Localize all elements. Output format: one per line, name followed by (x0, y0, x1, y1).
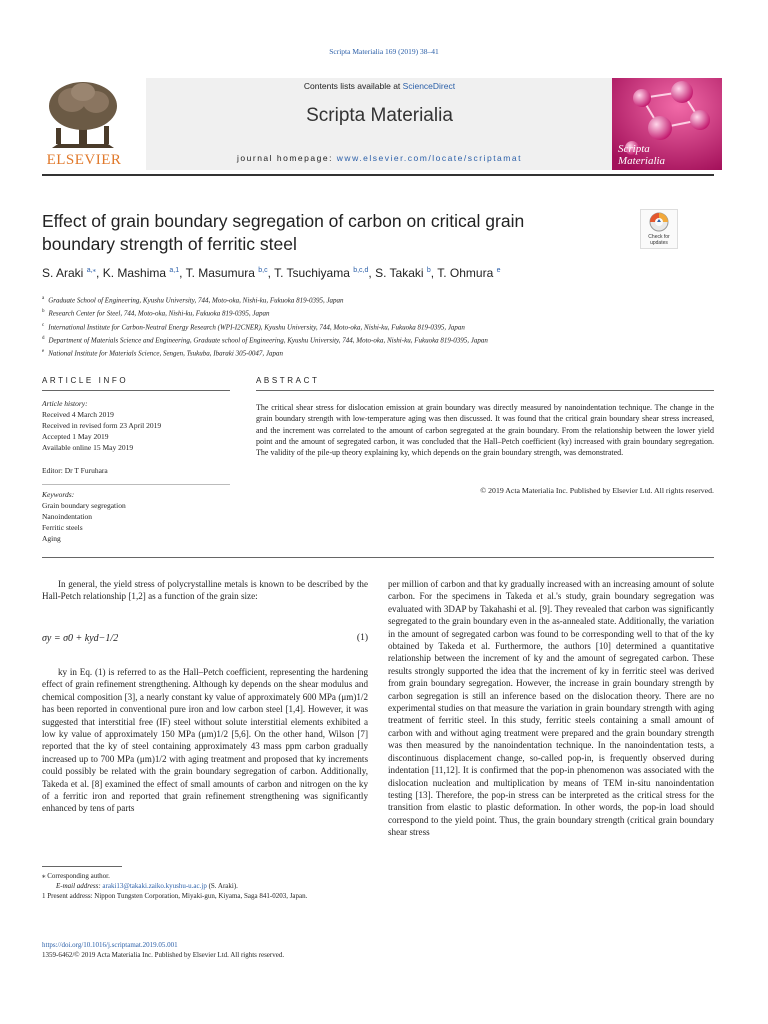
journal-cover-image[interactable] (612, 78, 722, 170)
author-affiliation-sup[interactable]: b (426, 267, 431, 274)
article-history (42, 398, 230, 453)
journal-reference[interactable]: Scripta Materialia 169 (2019) 38–41 (329, 47, 439, 56)
email-suffix: (S. Araki). (206, 882, 238, 890)
author-affiliation-sup[interactable]: b,c (258, 267, 268, 274)
keyword[interactable]: Ferritic steels (42, 523, 83, 532)
affiliation-text: Graduate School of Engineering, Kyushu University, 744, Moto-oka, Nishi-ku, Fukuoka 819-0395, Japan (48, 296, 344, 305)
affiliation-list (42, 293, 722, 360)
journal-homepage (146, 153, 613, 163)
history-entry: Received in revised form 23 April 2019 (42, 421, 162, 430)
abstract-text: The critical shear stress for dislocation emission at grain boundary was directly measured by nanoindentation technique. The change in the grain boundary strength with low-temperature aging was then discussed. It was found that the critical grain boundary shear stress increased, and the increment was correlated to the amount of carbon segregated at the grain boundary. From the relationship between the lower yield point and the amount of segregated carbon, it was concluded that the Hall–Petch coefficient (ky) increased with grain boundary segregation. The validity of the pile-up theory explaining ky, which depends on the grain boundary strength, was demonstrated. (256, 403, 714, 458)
check-for-updates-badge[interactable] (640, 209, 678, 249)
affiliation (42, 320, 722, 333)
author-separator: , (179, 266, 186, 280)
history-label: Article history: (42, 399, 88, 408)
contents-line (146, 81, 613, 91)
issn-copyright: 1359-6462/© 2019 Acta Materialia Inc. Published by Elsevier Ltd. All rights reserved. (42, 951, 285, 959)
abstract-rule (256, 390, 714, 391)
email-note (42, 881, 368, 891)
keyword[interactable]: Nanoindentation (42, 512, 92, 521)
affiliation-sup: c (42, 322, 45, 328)
sciencedirect-link[interactable]: ScienceDirect (402, 81, 456, 91)
author[interactable] (42, 266, 103, 280)
badge-line2: updates (650, 239, 668, 246)
abstract-heading: ABSTRACT (256, 376, 320, 385)
history-entry: Available online 15 May 2019 (42, 443, 134, 452)
affiliation-sup: b (42, 309, 45, 315)
keywords (42, 489, 230, 544)
journal-title: Scripta Materialia (306, 105, 453, 126)
badge-line1: Check for (648, 234, 670, 240)
author-name: T. Masumura (185, 266, 259, 280)
author-name: S. Takaki (375, 266, 427, 280)
elsevier-wordmark: ELSEVIER (46, 152, 122, 168)
elsevier-tree-logo (42, 78, 124, 154)
check-updates-label (641, 235, 677, 246)
affiliation (42, 293, 722, 306)
cover-title-line2: Materialia (618, 155, 666, 167)
keyword[interactable]: Aging (42, 534, 61, 543)
author-affiliation-sup[interactable]: b,c,d (353, 267, 369, 274)
email-label: E-mail address: (56, 882, 103, 890)
affiliation-text: Department of Materials Science and Engineering, Graduate school of Engineering, Kyushu University, 744, Moto-oka, Nishi-ku, Fukuoka 819-0395, Japan (48, 336, 488, 345)
author-separator: , (96, 266, 103, 280)
affiliation-sup: a (42, 296, 45, 301)
equation-text: σy = σ0 + kyd−1/2 (42, 633, 119, 644)
masthead (42, 78, 722, 170)
homepage-link[interactable]: www.elsevier.com/locate/scriptamat (336, 153, 522, 163)
footnotes (42, 871, 368, 901)
author-separator: , (430, 266, 438, 280)
info-divider (42, 484, 230, 485)
author-name: S. Araki (42, 266, 87, 280)
contents-prefix: Contents lists available at (303, 81, 403, 91)
paragraph-text: In general, the yield stress of polycrystalline metals is known to be described by the Hall-Petch relationship [1,2] as a function of the grain size: (42, 579, 368, 602)
author-separator: , (267, 266, 275, 280)
affiliation-text: International Institute for Carbon-Neutral Energy Research (WPI-I2CNER), Kyushu University, 744, Moto-oka, Nishi-ku, Fukuoka 819-0395, Japan (48, 322, 465, 331)
author[interactable] (103, 266, 186, 280)
affiliation (42, 306, 722, 319)
equation-number: (1) (356, 633, 368, 643)
doi-block (42, 940, 714, 960)
author[interactable] (375, 266, 437, 280)
body-left-paragraph-2 (42, 666, 368, 815)
corresponding-author-note: ⁎ Corresponding author. (42, 872, 110, 880)
affiliation (42, 333, 722, 346)
keywords-label: Keywords: (42, 490, 75, 499)
affiliation-sup: e (42, 349, 45, 355)
author[interactable] (186, 266, 274, 280)
doi-link[interactable]: https://doi.org/10.1016/j.scriptamat.2019.05.001 (42, 941, 178, 949)
author-name: K. Mashima (102, 266, 170, 280)
history-entry: Accepted 1 May 2019 (42, 432, 109, 441)
article-info-rule (42, 390, 230, 391)
check-updates-icon (641, 210, 677, 234)
affiliation (42, 346, 722, 359)
author-affiliation-sup[interactable]: e (496, 267, 501, 274)
author[interactable] (274, 266, 375, 280)
editor-line: Editor: Dr T Furuhara (42, 466, 108, 475)
article-info-heading: ARTICLE INFO (42, 376, 129, 385)
affiliation-text: Research Center for Steel, 744, Moto-oka, Nishi-ku, Fukuoka 819-0395, Japan (48, 309, 270, 318)
paper-title: Effect of grain boundary segregation of carbon on critical grain boundary strength of ferritic steel (42, 211, 525, 254)
body-right-text: per million of carbon and that ky gradually increased with an increasing amount of solute carbon. For the specimens in Takeda et al.'s study, grain boundary segregation was evaluated with 3DAP by Takahashi et al. [9]. They revealed that carbon was significantly segregated to the grain boundary even in the as-annealed state. Additionally, the variation in the amount of segregated carbon was found to be corresponding well to that of the ky obtained by Takeda et al. Furthermore, the authors [10] determined a quantitative relationship between the increment of ky and the amount of segregated carbon. These results strongly supported the idea that the increment of ky in ferritic steel was derived from grain boundary segregation. However, the increase in grain boundary strength by carbon segregation is still an inference based on the dislocation theory. There are no experimental studies on that measure the variation in grain boundary strength with aging treatment of ferritic steel. In this study, ferritic steels containing a small amount of carbon with and without aging treatment were prepared and the grain boundary strength was then measured by the nanoindentation technique. In the nanoindentation tests, a discontinuous displacement change, so-called pop-in, is frequently observed during indentation [11,12]. It is confirmed that the pop-in phenomenon was associated with the dislocation nucleation and multiplication by means of TEM in-situ nanoindentation testing [13]. Therefore, the pop-in stress can be interpreted as the critical stress for the transition from elastic to plastic deformation. In other words, the pop-in load should correspond to the yield point. Thus, the grain boundary strength (critical grain boundary shear stress (388, 579, 714, 838)
keyword[interactable]: Grain boundary segregation (42, 501, 126, 510)
affiliation-sup: d (42, 335, 45, 341)
paragraph-text: ky in Eq. (1) is referred to as the Hall–Petch coefficient, representing the hardening effect of grain refinement strengthening. Although ky depends on the shear modulus and chemical composition [3], a nearly constant ky value of approximately 600 MPa (μm)1/2 has been reported in conventional pure iron and low carbon steel [1,4]. However, it was suggested that interstitial free (IF) steel without solute interstitial elements exhibited a low ky value of approximately 150 MPa (μm)1/2 [5,6]. On the other hand, Wilson [7] reported that the ky of steel containing approximately 43 mass ppm carbon gradually increased up to 700 MPa (μm)1/2 with aging treatment and proposed that ky increments could possibly be related with the grain boundary segregation of carbon. Additionally, Takeda et al. [8] examined the effect of small amounts of carbon and nitrogen on the ky of a ferritic iron and reported that grain refinement strengthening was significantly enhanced by tens of parts (42, 667, 368, 814)
body-left-paragraph-1 (42, 578, 368, 603)
author-separator: , (368, 266, 376, 280)
author-name: T. Tsuchiyama (274, 266, 354, 280)
affiliation-text: National Institute for Materials Science, Sengen, Tsukuba, Ibaraki 305-0047, Japan (48, 349, 284, 358)
author-affiliation-sup[interactable]: a,1 (169, 267, 180, 274)
footnote-rule (42, 866, 122, 867)
author-list (42, 266, 722, 280)
present-address-note: 1 Present address: Nippon Tungsten Corporation, Miyaki-gun, Kiyama, Saga 841-0203, Japan. (42, 892, 308, 900)
history-entry: Received 4 March 2019 (42, 410, 114, 419)
author[interactable] (437, 266, 500, 280)
header-rule (42, 174, 714, 176)
abstract-bottom-rule (42, 557, 714, 558)
author-name: T. Ohmura (437, 266, 497, 280)
equation-1 (42, 633, 368, 649)
journal-banner (146, 78, 613, 170)
abstract-copyright: © 2019 Acta Materialia Inc. Published by Elsevier Ltd. All rights reserved. (480, 486, 714, 495)
cover-title-line1: Scripta (618, 143, 650, 155)
homepage-prefix: journal homepage: (237, 153, 337, 163)
author-affiliation-sup[interactable]: a,⁎ (86, 267, 97, 274)
email-link[interactable]: araki13@takaki.zaiko.kyushu-u.ac.jp (102, 882, 207, 890)
